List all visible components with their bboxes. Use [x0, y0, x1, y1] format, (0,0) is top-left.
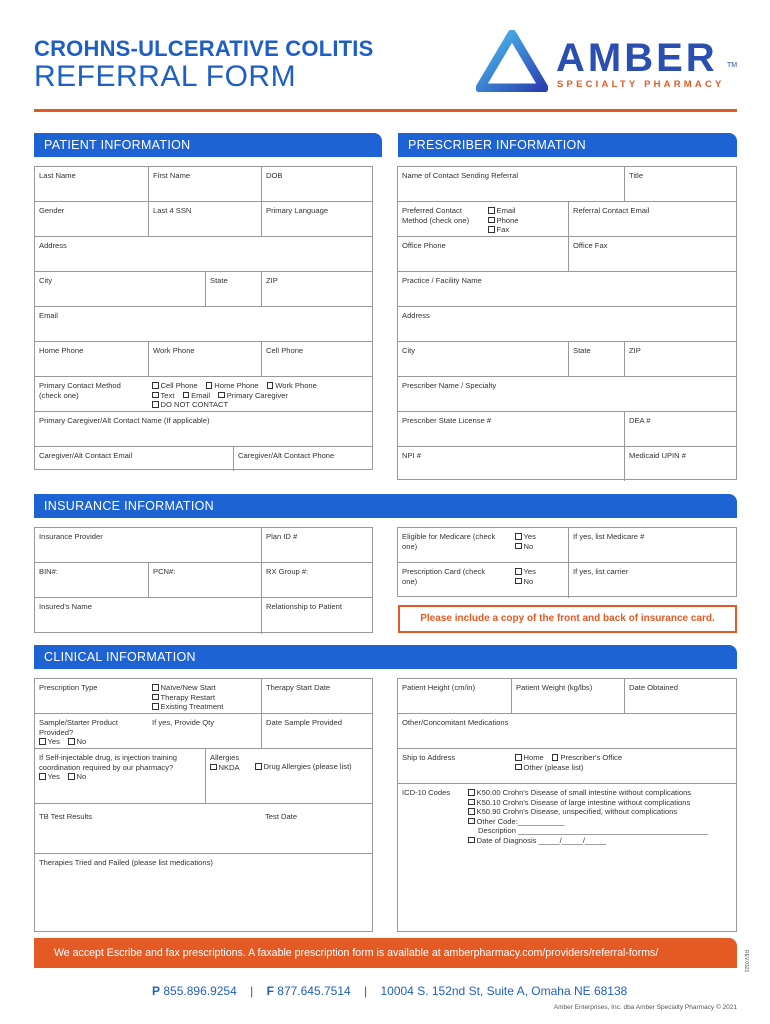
ship-to-options — [511, 749, 736, 783]
checkbox[interactable] — [68, 738, 75, 745]
pref-fax-option[interactable] — [488, 225, 568, 235]
checkbox[interactable] — [152, 401, 159, 408]
phone-label: P — [152, 984, 161, 998]
referral-email-field[interactable] — [568, 202, 736, 236]
checkbox[interactable] — [488, 217, 495, 224]
label: Primary Caregiver/Alt Contact Name (If applicable) — [39, 416, 210, 425]
rx-existing-option[interactable] — [152, 702, 261, 712]
header-divider — [34, 109, 737, 112]
checkbox[interactable] — [152, 694, 159, 701]
label: Date of Diagnosis _____/_____/_____ — [476, 835, 607, 845]
label: If yes, list Medicare # — [573, 532, 645, 541]
checkbox[interactable] — [515, 543, 522, 550]
label: Existing Treatment — [160, 702, 224, 711]
insurance-provider-field[interactable] — [35, 528, 261, 562]
label: Prescriber State License # — [402, 416, 492, 425]
icd-k5090-option[interactable] — [468, 807, 736, 817]
checkbox[interactable] — [468, 799, 475, 806]
checkbox[interactable] — [206, 382, 213, 389]
patient-address-field[interactable] — [35, 237, 372, 271]
checkbox[interactable] — [210, 764, 217, 771]
checkbox[interactable] — [152, 684, 159, 691]
checkbox[interactable] — [468, 808, 475, 815]
pref-phone-option[interactable] — [488, 216, 568, 226]
label: Home Phone — [214, 381, 259, 390]
checkbox[interactable] — [515, 533, 522, 540]
checkbox[interactable] — [183, 392, 190, 399]
label: Patient Weight (kg/lbs) — [516, 683, 593, 692]
label: Yes — [523, 567, 536, 576]
label: Test Date — [265, 812, 298, 821]
label: NKDA — [218, 762, 240, 772]
clinical-left-grid — [34, 678, 373, 932]
sample-provided-field — [35, 714, 148, 748]
rx-group-field[interactable] — [261, 563, 372, 597]
label: ZIP — [629, 346, 641, 355]
label: Phone — [496, 215, 519, 225]
rx-card-label — [398, 563, 511, 598]
checkbox[interactable] — [152, 382, 159, 389]
checkbox[interactable] — [39, 773, 46, 780]
caregiver-phone-field[interactable] — [233, 447, 372, 471]
label: RX Group #: — [266, 567, 309, 576]
label: K50.10 Crohn's Disease of large intestine without complications — [476, 797, 691, 807]
label: Caregiver/Alt Contact Phone — [238, 451, 335, 460]
rx-type-options — [148, 679, 261, 713]
contact-home-option[interactable] — [206, 381, 259, 391]
ship-to-label — [398, 749, 511, 783]
carrier-field[interactable] — [568, 563, 736, 598]
label: Home Phone — [39, 346, 84, 355]
label: Yes — [523, 532, 536, 541]
label: Date Obtained — [629, 683, 678, 692]
date-obtained-field[interactable] — [624, 679, 736, 713]
relationship-field[interactable] — [261, 598, 372, 634]
label: Prescription Type — [39, 683, 98, 692]
insurance-section-header: INSURANCE INFORMATION — [34, 494, 737, 518]
label: Yes — [47, 772, 60, 781]
label: Primary Caregiver — [226, 390, 288, 400]
patient-city-field[interactable] — [35, 272, 205, 306]
patient-email-field[interactable] — [35, 307, 372, 341]
label: Plan ID # — [266, 532, 298, 541]
icd-other-option[interactable] — [468, 817, 736, 827]
tb-test-date-field[interactable] — [261, 804, 372, 853]
medicare-number-field[interactable] — [568, 528, 736, 562]
clinical-section-header: CLINICAL INFORMATION — [34, 645, 737, 669]
label: ZIP — [266, 276, 278, 285]
medicaid-upin-field[interactable] — [624, 447, 736, 481]
rx-card-no-option[interactable] — [515, 577, 568, 587]
label: Caregiver/Alt Contact Email — [39, 451, 133, 460]
icd-diagnosis-date-option[interactable] — [468, 836, 736, 846]
label: Prescriber Name / Specialty — [402, 381, 497, 390]
label: Insurance Provider — [39, 532, 103, 541]
checkbox[interactable] — [488, 207, 495, 214]
label: Other/Concomitant Medications — [402, 718, 509, 727]
patient-weight-field[interactable] — [511, 679, 624, 713]
practice-name-field[interactable] — [398, 272, 736, 306]
ship-other-option[interactable] — [515, 763, 583, 773]
therapies-failed-field[interactable] — [35, 854, 372, 933]
logo-subtitle: SPECIALTY PHARMACY — [557, 79, 725, 90]
fax-number: 877.645.7514 — [277, 984, 351, 998]
patient-section-header: PATIENT INFORMATION — [34, 133, 382, 157]
label: Email — [496, 206, 516, 215]
date-sample-field[interactable] — [261, 714, 372, 748]
patient-first-name-field[interactable] — [148, 167, 261, 201]
label: Work Phone — [275, 381, 317, 390]
label: NPI # — [402, 451, 421, 460]
pref-email-option[interactable] — [488, 206, 568, 216]
street-address: 10004 S. 152nd St, Suite A, Omaha NE 68138 — [380, 984, 628, 998]
contact-none-option[interactable] — [152, 400, 228, 410]
label: Primary Language — [266, 206, 329, 215]
checkbox[interactable] — [152, 703, 159, 710]
training-yes-option[interactable] — [39, 772, 60, 782]
label: Text — [160, 390, 175, 400]
rx-card-options — [511, 563, 568, 598]
rx-card-yes-option[interactable] — [515, 567, 568, 577]
label: Name of Contact Sending Referral — [402, 171, 519, 180]
medicare-options — [511, 528, 568, 562]
label: Other (please list) — [523, 762, 584, 772]
medicare-eligible-label — [398, 528, 511, 562]
training-no-option[interactable] — [68, 772, 86, 782]
caregiver-name-field[interactable] — [35, 412, 372, 446]
contact-name-field[interactable] — [398, 167, 624, 201]
copyright: Amber Enterprises, Inc. dba Amber Specialty Pharmacy © 2021 — [553, 1004, 737, 1011]
label: Email — [39, 311, 58, 320]
checkbox[interactable] — [218, 392, 225, 399]
phone-number[interactable]: 855.896.9254 — [163, 984, 237, 998]
form-title-line1: CROHNS-ULCERATIVE COLITIS — [34, 36, 374, 61]
label: Office Fax — [573, 241, 608, 250]
label: Prescription Card (check one) — [402, 567, 486, 586]
icd10-options — [464, 784, 736, 933]
label: Medicaid UPIN # — [629, 451, 686, 460]
other-medications-field[interactable] — [398, 714, 736, 748]
label: TB Test Results — [39, 812, 93, 821]
logo-trademark: TM — [727, 62, 738, 69]
primary-contact-options — [148, 377, 372, 411]
sample-yes-option[interactable] — [39, 737, 60, 747]
separator: | — [250, 984, 254, 998]
injection-training-field — [35, 749, 205, 803]
insured-name-field[interactable] — [35, 598, 261, 634]
label: Cell Phone — [160, 381, 198, 390]
icd10-label — [398, 784, 464, 933]
checkbox[interactable] — [39, 738, 46, 745]
patient-last-name-field[interactable] — [35, 167, 148, 201]
contact-email-option[interactable] — [183, 391, 211, 401]
checkbox[interactable] — [468, 818, 475, 825]
label: Relationship to Patient — [266, 602, 342, 611]
label: Home — [523, 753, 544, 762]
label: DOB — [266, 171, 283, 180]
label: Sample/Starter Product Provided? — [39, 718, 118, 737]
label: Title — [629, 171, 644, 180]
drug-allergies-field[interactable] — [251, 749, 372, 803]
checkbox[interactable] — [255, 763, 262, 770]
insurance-card-note: Please include a copy of the front and back of insurance card. — [398, 605, 737, 633]
prescriber-address-field[interactable] — [398, 307, 736, 341]
label: Email — [191, 390, 211, 400]
patient-ssn-field[interactable] — [148, 202, 261, 236]
primary-contact-method-label — [35, 377, 148, 411]
logo-name: AMBER — [556, 36, 718, 80]
contact-cell-option[interactable] — [152, 381, 198, 391]
office-phone-field[interactable] — [398, 237, 568, 271]
patient-language-field[interactable] — [261, 202, 372, 236]
contact-line — [152, 984, 627, 998]
label: Gender — [39, 206, 65, 215]
icd-k5000-option[interactable] — [468, 788, 736, 798]
tb-results-field[interactable] — [35, 804, 261, 853]
label: ICD-10 Codes — [402, 788, 451, 797]
checkbox[interactable] — [152, 392, 159, 399]
label: Eligible for Medicare (check one) — [402, 532, 496, 551]
label: Last Name — [39, 171, 76, 180]
checkbox[interactable] — [515, 764, 522, 771]
label: PCN#: — [153, 567, 176, 576]
checkbox[interactable] — [515, 578, 522, 585]
ship-office-option[interactable] — [552, 753, 622, 763]
label: Primary Contact Method (check one) — [39, 381, 121, 400]
label: No — [523, 541, 534, 551]
label: Description _____________________________________________ — [478, 826, 709, 835]
label: If yes, list carrier — [573, 567, 629, 576]
icd-k5010-option[interactable] — [468, 798, 736, 808]
patient-zip-field[interactable] — [261, 272, 372, 306]
allergies-field — [205, 749, 251, 803]
checkbox[interactable] — [515, 754, 522, 761]
checkbox[interactable] — [267, 382, 274, 389]
label: Allergies — [210, 753, 240, 762]
medicare-yes-option[interactable] — [515, 532, 568, 542]
checkbox[interactable] — [468, 789, 475, 796]
label: Address — [39, 241, 67, 250]
checkbox[interactable] — [488, 226, 495, 233]
rx-naive-option[interactable] — [152, 683, 261, 693]
label: Therapies Tried and Failed (please list medications) — [39, 858, 213, 867]
label: If Self-injectable drug, is injection training coordination required by our pharmacy? — [39, 753, 178, 772]
label: Therapy Restart — [160, 692, 215, 702]
label: Address — [402, 311, 430, 320]
label: Yes — [47, 737, 60, 746]
patient-dob-field[interactable] — [261, 167, 372, 201]
label: No — [76, 772, 87, 781]
patient-state-field[interactable] — [205, 272, 261, 306]
label: BIN#: — [39, 567, 58, 576]
bin-field[interactable] — [35, 563, 148, 597]
label: Cell Phone — [266, 346, 304, 355]
label: K50.00 Crohn's Disease of small intestine without complications — [476, 788, 692, 797]
medicare-no-option[interactable] — [515, 542, 568, 552]
label: Preferred Contact Method (check one) — [402, 206, 470, 225]
clinical-right-grid — [397, 678, 737, 932]
label: Referral Contact Email — [573, 206, 650, 215]
amber-logo-icon — [476, 30, 548, 92]
sample-no-option[interactable] — [68, 737, 86, 747]
label: First Name — [153, 171, 191, 180]
insurance-right-grid — [397, 527, 737, 597]
label: State — [210, 276, 228, 285]
label: Date Sample Provided — [266, 718, 342, 727]
label: Other Code:___________ — [476, 816, 565, 826]
patient-gender-field[interactable] — [35, 202, 148, 236]
preferred-contact-options — [484, 202, 568, 236]
dea-field[interactable] — [624, 412, 736, 446]
label: DO NOT CONTACT — [160, 400, 229, 409]
title-field[interactable] — [624, 167, 736, 201]
label: City — [39, 276, 53, 285]
label: DEA # — [629, 416, 651, 425]
label: Office Phone — [402, 241, 446, 250]
fax-label: F — [266, 984, 274, 998]
label: Work Phone — [153, 346, 195, 355]
label: Last 4 SSN — [153, 206, 192, 215]
ship-home-option[interactable] — [515, 753, 544, 763]
checkbox[interactable] — [552, 754, 559, 761]
prescriber-zip-field[interactable] — [624, 342, 736, 376]
pcn-field[interactable] — [148, 563, 261, 597]
npi-field[interactable] — [398, 447, 624, 481]
patient-home-phone-field[interactable] — [35, 342, 148, 376]
label: Patient Height (cm/in) — [402, 683, 476, 692]
patient-cell-phone-field[interactable] — [261, 342, 372, 376]
rx-type-label — [35, 679, 148, 713]
label: State — [573, 346, 591, 355]
contact-text-option[interactable] — [152, 391, 174, 401]
label: Drug Allergies (please list) — [263, 762, 352, 771]
label: If yes, Provide Qty — [152, 718, 215, 727]
label: Naïve/New Start — [160, 683, 216, 692]
label: K50.90 Crohn's Disease, unspecified, without complications — [476, 807, 678, 816]
prescriber-state-field[interactable] — [568, 342, 624, 376]
checkbox[interactable] — [515, 568, 522, 575]
contact-caregiver-option[interactable] — [218, 391, 288, 401]
prescriber-info-grid — [397, 166, 737, 480]
label: Fax — [496, 225, 510, 234]
form-title-line2: REFERRAL FORM — [34, 60, 297, 93]
preferred-contact-label — [398, 202, 484, 236]
insurance-left-grid — [34, 527, 373, 633]
label: Insured's Name — [39, 602, 92, 611]
icd-description-field[interactable] — [468, 826, 736, 836]
label: No — [76, 737, 87, 746]
separator: | — [364, 984, 368, 998]
checkbox[interactable] — [468, 837, 475, 844]
sample-qty-field[interactable] — [148, 714, 261, 748]
prescriber-section-header: PRESCRIBER INFORMATION — [398, 133, 737, 157]
contact-work-option[interactable] — [267, 381, 317, 391]
patient-info-grid — [34, 166, 373, 470]
label: Prescriber's Office — [560, 753, 623, 762]
label: Therapy Start Date — [266, 683, 331, 692]
revision-code: REV.0321 — [743, 950, 749, 973]
label: Practice / Facility Name — [402, 276, 482, 285]
office-fax-field[interactable] — [568, 237, 736, 271]
caregiver-email-field[interactable] — [35, 447, 233, 471]
nkda-option[interactable] — [210, 763, 240, 772]
label: Ship to Address — [402, 753, 456, 762]
checkbox[interactable] — [68, 773, 75, 780]
patient-work-phone-field[interactable] — [148, 342, 261, 376]
prescriber-city-field[interactable] — [398, 342, 568, 376]
prescriber-name-specialty-field[interactable] — [398, 377, 736, 411]
state-license-field[interactable] — [398, 412, 624, 446]
label: City — [402, 346, 416, 355]
plan-id-field[interactable] — [261, 528, 372, 562]
escribe-banner: We accept Escribe and fax prescriptions. A faxable prescription form is available at amberpharmacy.com/providers/referral-forms/ — [34, 938, 737, 968]
therapy-start-field[interactable] — [261, 679, 372, 713]
rx-restart-option[interactable] — [152, 693, 261, 703]
label: No — [523, 576, 534, 586]
patient-height-field[interactable] — [398, 679, 511, 713]
